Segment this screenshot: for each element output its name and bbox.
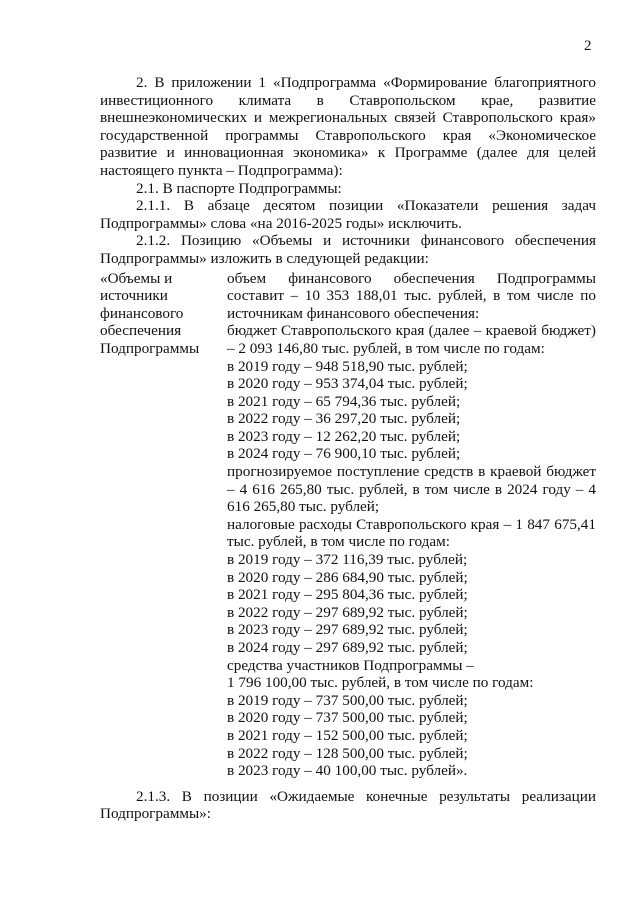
paragraph-2-1-3: 2.1.3. В позиции «Ожидаемые конечные результаты реализации Подпрограммы»:: [100, 787, 596, 823]
position-value: [227, 270, 596, 780]
participant-year-item: в 2023 году – 40 100,00 тыс. рублей».: [227, 762, 468, 780]
participant-year-item: в 2021 году – 152 500,00 тыс. рублей;: [227, 726, 468, 744]
regional-year-item: в 2024 году – 76 900,10 тыс. рублей;: [227, 445, 461, 463]
tax-year-item: в 2020 году – 286 684,90 тыс. рублей;: [227, 568, 468, 586]
participant-year-item: в 2020 году – 737 500,00 тыс. рублей;: [227, 709, 468, 727]
regional-year-item: в 2020 году – 953 374,04 тыс. рублей;: [227, 375, 468, 393]
regional-year-item: в 2022 году – 36 297,20 тыс. рублей;: [227, 410, 461, 428]
regional-year-item: в 2023 году – 12 262,20 тыс. рублей;: [227, 427, 461, 445]
regional-budget: бюджет Ставропольского края (далее – краевой бюджет) – 2 093 146,80 тыс. рублей, в том числе по годам:: [227, 322, 596, 357]
paragraph-2: 2. В приложении 1 «Подпрограмма «Формирование благоприятного инвестиционного климата в Ставропольском крае, развитие внешнеэкономических и межрегиональных связей Ставропольского края» государственной программы Ставропольского края «Экономическое развитие и инновационная экономика» к Программе (далее для целей настоящего пункта – Подпрограмма):: [100, 74, 596, 179]
position-label: «Объемы и источники финансового обеспечения Подпрограммы: [100, 269, 200, 357]
tax-year-item: в 2022 году – 297 689,92 тыс. рублей;: [227, 603, 468, 621]
tax-year-item: в 2024 году – 297 689,92 тыс. рублей;: [227, 639, 468, 656]
document-body: [100, 74, 596, 823]
tax-year-item: в 2023 году – 297 689,92 тыс. рублей;: [227, 621, 468, 639]
page-number: 2: [584, 38, 592, 54]
participants-funds: средства участников Подпрограммы –: [227, 656, 474, 674]
regional-year-item: в 2021 году – 65 794,36 тыс. рублей;: [227, 392, 461, 410]
forecast-income: прогнозируемое поступление средств в краевой бюджет – 4 616 265,80 тыс. рублей, в том числе в 2024 году – 4 616 265,80 тыс. рублей;: [227, 463, 596, 516]
tax-year-item: в 2019 году – 372 116,39 тыс. рублей;: [227, 551, 468, 569]
participants-total: 1 796 100,00 тыс. рублей, в том числе по годам:: [227, 674, 534, 692]
financing-total: объем финансового обеспечения Подпрограммы составит – 10 353 188,01 тыс. рублей, в том числе по источникам финансового обеспечения:: [227, 269, 596, 322]
financing-position: [100, 270, 596, 780]
tax-year-item: в 2021 году – 295 804,36 тыс. рублей;: [227, 586, 468, 604]
participant-year-item: в 2019 году – 737 500,00 тыс. рублей;: [227, 691, 468, 709]
tax-expenses: налоговые расходы Ставропольского края – 1 847 675,41 тыс. рублей, в том числе по годам:: [227, 515, 596, 551]
regional-year-item: в 2019 году – 948 518,90 тыс. рублей;: [227, 357, 468, 375]
tax-years-list: [227, 551, 596, 657]
paragraph-2-1: 2.1. В паспорте Подпрограммы:: [136, 179, 342, 197]
regional-years-list: [227, 358, 596, 464]
paragraph-2-1-1: 2.1.1. В абзаце десятом позиции «Показатели решения задач Подпрограммы» слова «на 2016-2025 годы» исключить.: [100, 197, 596, 232]
paragraph-2-1-2: 2.1.2. Позицию «Объемы и источники финансового обеспечения Подпрограммы» изложить в следующей редакции:: [100, 232, 596, 267]
participant-year-item: в 2022 году – 128 500,00 тыс. рублей;: [227, 744, 468, 762]
participant-years-list: [227, 692, 596, 780]
